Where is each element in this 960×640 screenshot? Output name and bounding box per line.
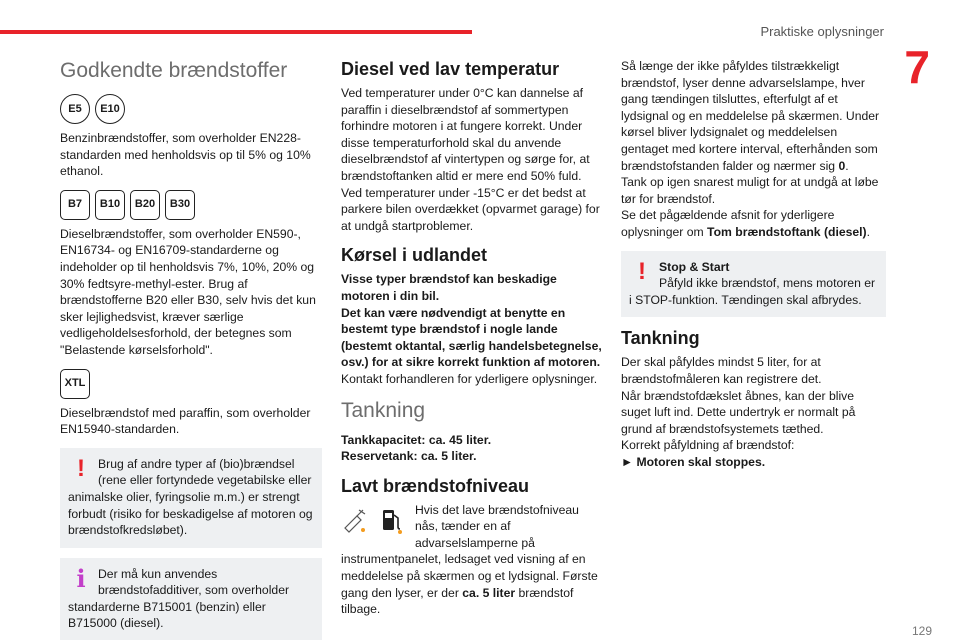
page-number: 129 (911, 624, 932, 638)
stop-start-text: Påfyld ikke brændstof, mens motoren er i STOP-funktion. Tændingen skal afbrydes. (629, 276, 876, 307)
column-warning-refuel (621, 58, 886, 470)
stop-start-warning-note (621, 251, 886, 318)
biofuel-warning-text: Brug af andre typer af (bio)brændsel (rene eller fortyndede vegetabilske eller animalske olier, fyringsolie m.m.) er strengt forbudt (risiko for beskadigelse af motoren og brændstofkredsløbet). (68, 456, 313, 538)
fuel-badge-e10: E10 (95, 94, 125, 124)
stop-start-title: Stop & Start (659, 259, 730, 274)
refuel-text-3: Korrekt påfyldning af brændstof: (621, 438, 795, 453)
approved-fuels-heading: Godkendte brændstoffer (60, 59, 288, 82)
fuel-badge-e5: E5 (60, 94, 90, 124)
see-section-text: Se det pågældende afsnit for yderligere oplysninger om Tom brændstoftank (diesel). (621, 208, 871, 239)
refuel-text-1: Der skal påfyldes mindst 5 liter, for at brændstofmåleren kan registrere det. (621, 355, 822, 386)
additives-info-note (60, 558, 322, 640)
diesel-low-temp-heading: Diesel ved lav temperatur (341, 59, 560, 79)
additives-info-text: Der må kun anvendes brændstofadditiver, som overholder standarderne B715001 (benzin) eller B715000 (diesel). (68, 566, 290, 631)
diesel-low-temp-text-1: Ved temperaturer under 0°C kan dannelse af paraffin i dieselbrændstof af sommertypen forhindre motoren i at fungere korrekt. Under disse temperaturforhold skal du anvende dieselbrændstof af vintertypen og sørge for, at brændstoftanken altid er mere end 50% fuld. (341, 86, 590, 183)
warning-exclamation-icon: ! (77, 454, 85, 482)
top-accent-bar (0, 30, 472, 34)
diesel-description: Dieselbrændstoffer, som overholder EN590-, EN16734- og EN16709-standarderne og indeholder op til henholdsvis 7%, 10%, 20% og 30% fedtsyre-methyl-ester. Brug af brændstofferne B20 eller B30, selv hvis det kun sker lejlighedsvist, kræver særlige vedligeholdelsesforhold, der betegnes som "Belastende kørselsforhold". (60, 226, 316, 357)
diesel-low-temp-text-2: Ved temperaturer under -15°C er det bedst at parkere bilen overdækket (opvarmet garage) for at undgå startproblemer. (341, 185, 600, 233)
refuel-step-1: ► Motoren skal stoppes. (621, 454, 766, 469)
driving-abroad-bold-1: Visse typer brændstof kan beskadige motoren i din bil. (341, 272, 557, 303)
chapter-number: 7 (904, 41, 930, 93)
diesel-badges (60, 190, 322, 220)
fuel-badge-xtl: XTL (60, 369, 90, 399)
column-diesel-abroad-tank (341, 58, 605, 618)
low-fuel-heading: Lavt brændstofniveau (341, 475, 530, 496)
warning-lamp-text: Så længe der ikke påfyldes tilstrækkeligt brændstof, lyser denne advarselslampe, hver gang tændingen tilsluttes, efterfulgt af et lydsignal og en meddelelse på skærmen. Under kørsel bliver lydsignalet og meddelelsen gentaget med kortere interval, efterhånden som brændstofstanden falder og nærmer sig 0. (621, 59, 880, 173)
fuel-nozzle-icon (341, 506, 369, 534)
xtl-badges (60, 369, 322, 399)
fuel-pump-icon (379, 505, 405, 535)
fuel-badge-b7: B7 (60, 190, 90, 220)
tank-heading: Tankning (341, 398, 426, 422)
petrol-badges (60, 94, 322, 124)
fuel-badge-b10: B10 (95, 190, 125, 220)
petrol-description: Benzinbrændstoffer, som overholder EN228-standarden med henholdsvis op til 5% og 10% ethanol. (60, 131, 311, 179)
column-approved-fuels (60, 58, 322, 640)
refuel-soon-text: Tank op igen snarest muligt for at undgå at løbe tør for brændstof. (621, 175, 879, 206)
driving-abroad-heading: Kørsel i udlandet (341, 245, 488, 266)
section-title: Praktiske oplysninger (760, 24, 884, 39)
refuel-heading: Tankning (621, 328, 700, 349)
biofuel-warning-note (60, 448, 322, 548)
xtl-description: Dieselbrændstof med paraffin, som overholder EN15940-standarden. (60, 405, 311, 437)
tank-reserve: Reservetank: ca. 5 liter. (341, 449, 477, 464)
tank-capacity: Tankkapacitet: ca. 45 liter. (341, 432, 492, 447)
low-fuel-warning-lamps (341, 503, 409, 537)
fuel-badge-b30: B30 (165, 190, 195, 220)
refuel-text-2: Når brændstofdækslet åbnes, kan der blive suget luft ind. Dette undertryk er normalt på grund af brændstofsystemets tæthed. (621, 388, 856, 436)
driving-abroad-bold-2: Det kan være nødvendigt at benytte en bestemt type brændstof i nogle lande (bestemt oktantal, særlig handelsbetegnelse, osv.) for at sikre korrekt funktion af motoren. (341, 305, 602, 370)
info-icon: i (76, 563, 86, 593)
warning-exclamation-icon: ! (638, 257, 646, 285)
low-fuel-text: Hvis det lave brændstofniveau nås, tænder en af advarselslamperne på instrumentpanelet, ledsaget ved visning af en meddelelse på skærmen og et lydsignal. Første gang den lyser, er der ca. 5 liter brændstof tilbage. (341, 502, 598, 617)
driving-abroad-text: Kontakt forhandleren for yderligere oplysninger. (341, 371, 598, 386)
fuel-badge-b20: B20 (130, 190, 160, 220)
